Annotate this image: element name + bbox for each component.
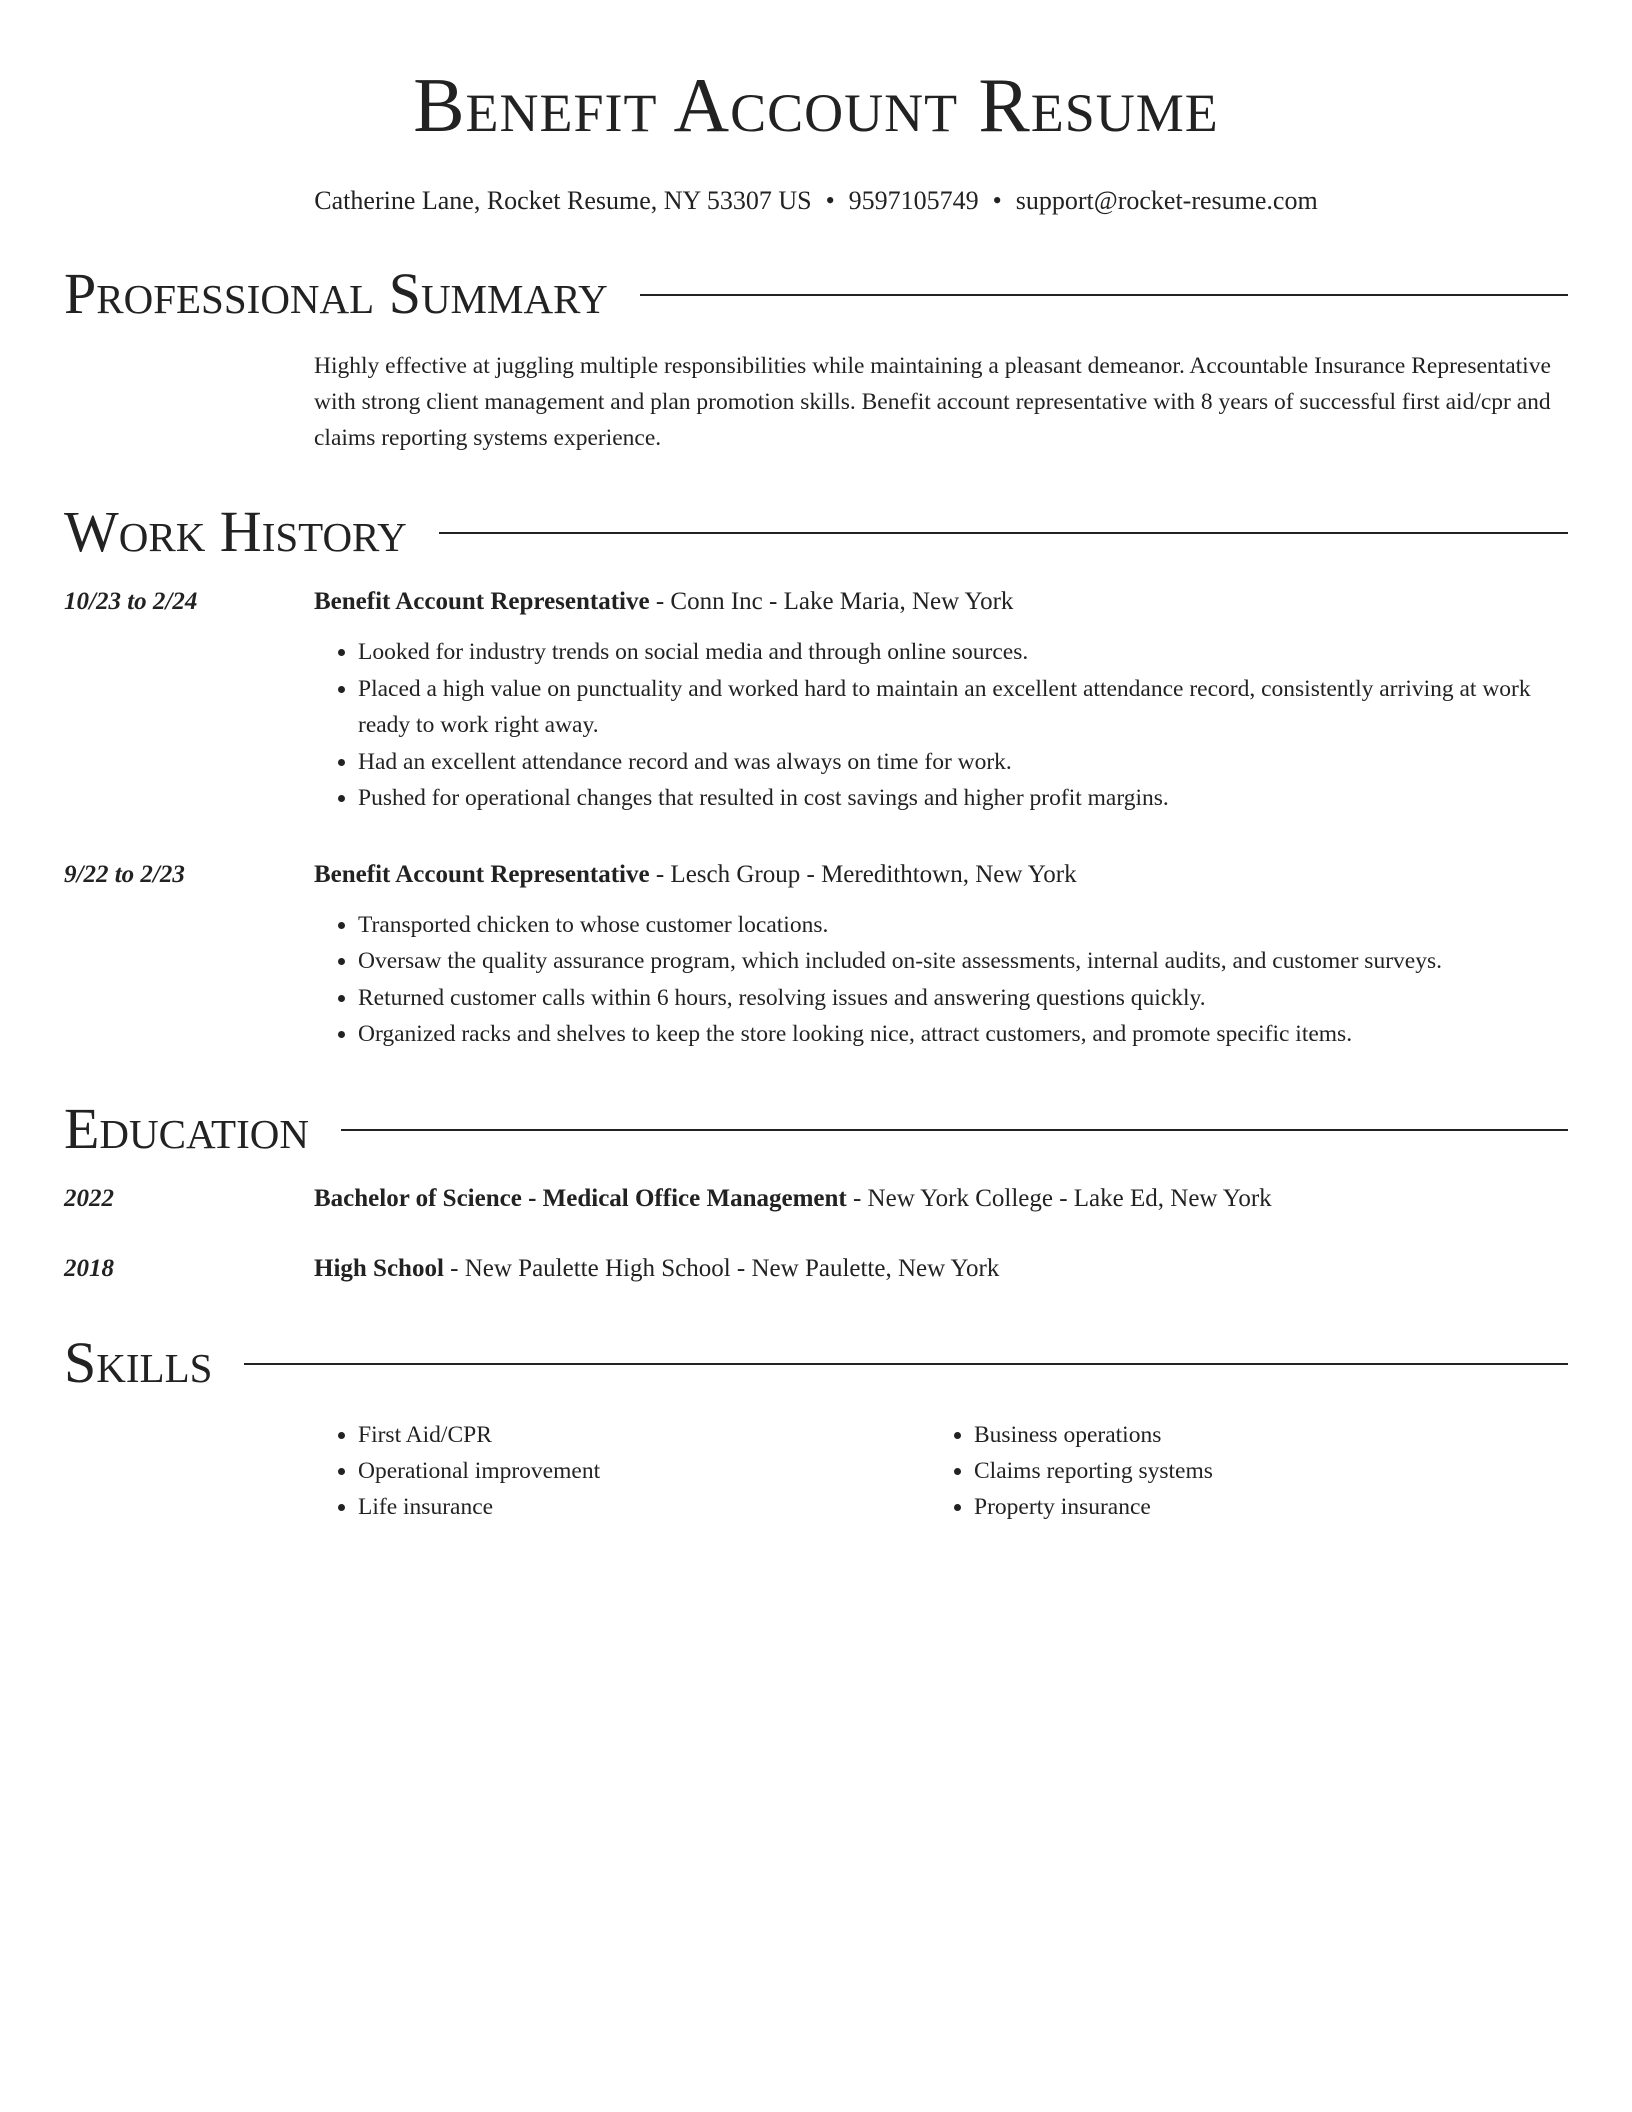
education-year: 2022: [64, 1184, 114, 1212]
job-bullets: [314, 634, 1568, 817]
section-divider: [244, 1363, 1568, 1365]
contact-separator: •: [992, 186, 1002, 215]
skill-item: • Life insurance: [358, 1489, 930, 1525]
education-details: - New Paulette High School - New Paulette, New York: [443, 1254, 1000, 1282]
list-item: • Had an excellent attendance record and was always on time for work.: [358, 744, 1568, 781]
job-heading: [314, 857, 1568, 893]
skill-item: • Property insurance: [974, 1489, 1546, 1525]
section-divider: [640, 294, 1568, 296]
skill-item: • Claims reporting systems: [974, 1453, 1546, 1489]
list-item: • Looked for industry trends on social media and through online sources.: [358, 634, 1568, 671]
section-divider: [341, 1129, 1568, 1131]
job-title: Benefit Account Representative: [314, 588, 650, 615]
skills-section-header: [64, 1331, 1568, 1395]
skills-heading: Skills: [64, 1329, 213, 1395]
contact-email[interactable]: support@rocket-resume.com: [1015, 186, 1318, 215]
summary-text: Highly effective at juggling multiple responsibilities while maintaining a pleasant demeanor. Accountable Insurance Representative with strong client management and plan promotion skills. Benefit account representative with 8 years of successful first aid/cpr and claims reporting systems experience.: [314, 353, 1551, 451]
skills-column-left: [314, 1417, 930, 1525]
education-section-header: [64, 1097, 1568, 1161]
contact-line: [64, 184, 1568, 218]
list-item: • Pushed for operational changes that resulted in cost savings and higher profit margins.: [358, 780, 1568, 817]
contact-separator: •: [825, 186, 835, 215]
resume-title: Benefit Account Resume: [413, 62, 1219, 148]
contact-phone: 9597105749: [848, 186, 979, 215]
education-heading-line: [314, 1251, 1568, 1287]
job-details: - Lesch Group - Meredithtown, New York: [649, 860, 1077, 888]
list-item: • Placed a high value on punctuality and worked hard to maintain an excellent attendance record, consistently arriving at work ready to work right away.: [358, 671, 1568, 744]
work-heading: Work History: [64, 499, 407, 564]
education-degree: Bachelor of Science - Medical Office Management: [314, 1184, 847, 1212]
list-item: • Returned customer calls within 6 hours, resolving issues and answering questions quickly.: [358, 980, 1568, 1017]
education-entry: [64, 1251, 1568, 1287]
summary-heading: Professional Summary: [64, 261, 608, 326]
job-bullets: [314, 907, 1568, 1053]
job-dates: 9/22 to 2/23: [64, 860, 185, 888]
skill-item: • First Aid/CPR: [358, 1417, 930, 1453]
skills-column-right: [930, 1417, 1546, 1525]
job-title: Benefit Account Representative: [314, 860, 650, 888]
skill-item: • Operational improvement: [358, 1453, 930, 1489]
work-section-header: [64, 500, 1568, 564]
skill-item: • Business operations: [974, 1417, 1546, 1453]
list-item: • Transported chicken to whose customer locations.: [358, 907, 1568, 944]
job-dates: 10/23 to 2/24: [64, 588, 198, 615]
job-heading: [314, 584, 1568, 620]
contact-address: Catherine Lane, Rocket Resume, NY 53307 US: [314, 186, 812, 215]
skills-list: [314, 1417, 1568, 1525]
education-year: 2018: [64, 1254, 114, 1282]
job-details: - Conn Inc - Lake Maria, New York: [649, 588, 1014, 615]
education-degree: High School: [314, 1254, 444, 1282]
summary-section-header: [64, 262, 1568, 326]
list-item: • Oversaw the quality assurance program, which included on-site assessments, internal audits, and customer surveys.: [358, 943, 1568, 980]
section-divider: [439, 532, 1568, 534]
job-entry: [64, 584, 1568, 817]
list-item: • Organized racks and shelves to keep the store looking nice, attract customers, and promote specific items.: [358, 1016, 1568, 1053]
education-heading: Education: [64, 1095, 309, 1161]
education-entry: [64, 1181, 1568, 1217]
job-entry: [64, 857, 1568, 1053]
education-heading-line: [314, 1181, 1568, 1217]
education-details: - New York College - Lake Ed, New York: [846, 1184, 1272, 1212]
